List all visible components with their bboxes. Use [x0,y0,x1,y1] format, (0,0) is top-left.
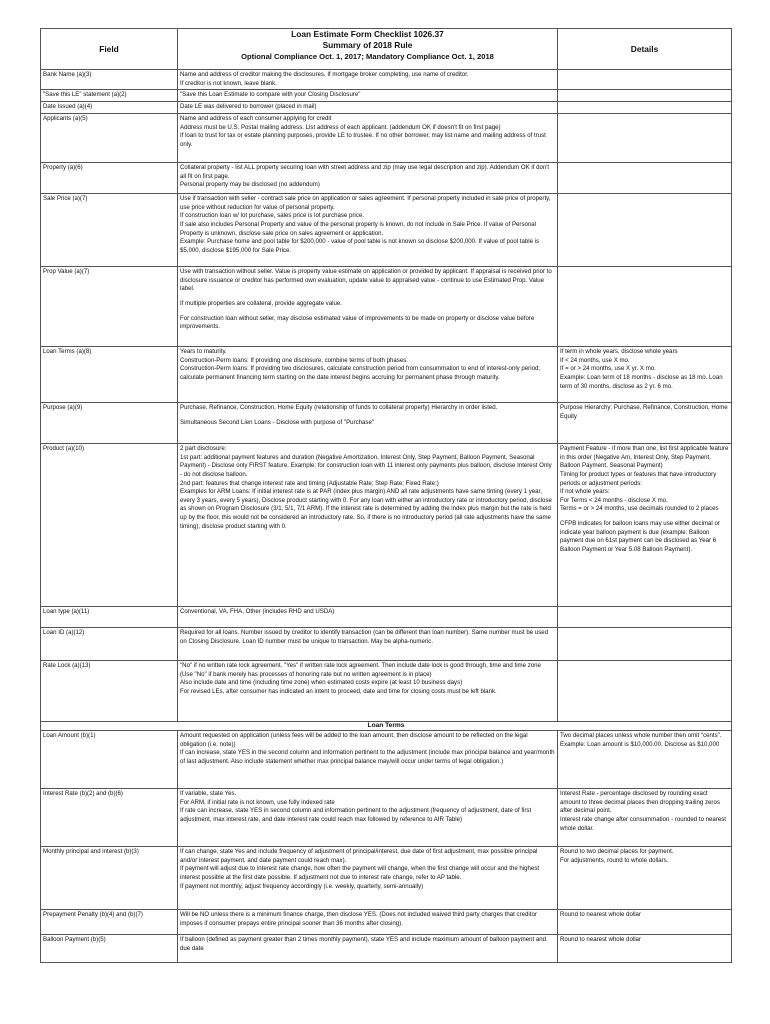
description-line: Use with transaction without seller. Value is property value estimate on application or provided by applicant. If appraisal is received prior to disclosure issuance or creditor has performed own evaluation, update value to appraised value - continue to use Estimated Prop. Value label. [180,268,552,293]
table-header [41,29,732,70]
table-row [41,847,732,910]
field-details [558,628,732,661]
field-details [558,70,732,90]
description-line: If creditor is not known, leave blank. [180,79,277,87]
field-name: Bank Name (a)(3) [41,70,178,90]
field-name: Product (a)(10) [41,444,178,607]
field-description [178,661,558,722]
description-line: Years to maturity. [180,348,227,356]
table-row [41,731,732,789]
table-row [41,628,732,661]
details-line: CFPB indicates for balloon loans may use either decimal or indicate year balloon payment is due (example: Balloon payment due on 61st payment can be disclosed as Year 6 Balloon Payment or Year 5.08 Balloon Payment). [560,519,720,553]
field-details [558,194,732,267]
description-line: Use if transaction with seller - contract sale price on application or sales agreement. If personal property included in sale price of property, use price without reduction for value of personal property. [180,195,551,211]
details-line: Round to two decimal places for payment. [560,848,674,856]
field-details [558,847,732,910]
field-details [558,90,732,102]
details-line: Example: Loan term of 18 months - disclose as 18 mo. Loan term of 30 months, disclose as 2 yr. 6 mo. [560,373,723,390]
field-details [558,444,732,607]
table-row [41,90,732,102]
details-line: Terms = or > 24 months, use decimals rounded to 2 places [560,505,719,513]
field-details [558,267,732,347]
description-line: Purchase, Refinance, Construction, Home Equity (relationship of funds to collateral property) Hierarchy in order listed. [180,404,498,412]
form-title: Loan Estimate Form Checklist 1026.37 [291,29,444,39]
description-line: If payment not monthly, adjust frequency accordingly (i.e. weekly, quarterly, semi-annually) [180,882,424,890]
description-line: For construction loan without seller, may disclose estimated value of improvements to be made on property or disclose value before improvements. [180,314,535,331]
field-details [558,910,732,935]
field-name: "Save this LE" statement (a)(2) [41,90,178,102]
details-line: Timing for product types or features that have introductory periods or adjustment periods: [560,470,717,487]
description-line: Collateral property - list ALL property securing loan with street address and zip (may use legal description and zip). Addendum OK if don't all fit on first page. [180,164,550,180]
table-row [41,70,732,90]
field-details [558,163,732,194]
field-details [558,403,732,444]
field-name: Loan Amount (b)(1) [41,731,178,789]
description-line: "Save this Loan Estimate to compare with your Closing Disclosure" [180,91,361,99]
description-line: If variable, state Yes. [180,790,237,798]
field-description [178,403,558,444]
field-details [558,102,732,114]
description-line: Date LE was delivered to borrower (placed in mail) [180,103,317,111]
field-name: Prop Value (a)(7) [41,267,178,347]
field-name: Prepayment Penalty (b)(4) and (b)(7) [41,910,178,935]
table-row [41,607,732,628]
description-line: For revised LEs, after consumer has indicated an intent to proceed, date and time for closing costs must be left blank. [180,687,497,695]
description-line: If rate can increase, state YES in second column and information pertinent to the adjustment (frequency of adjustment, date of first adjustment, max interest rate, and date interest rate could reach max followed by reference to AIR Table) [180,807,532,823]
field-name: Rate Lock (a)(13) [41,661,178,722]
details-line: For Terms < 24 months - disclose X mo. [560,496,668,504]
checklist-table [40,28,732,963]
description-line: Conventional, VA, FHA, Other (includes RHD and USDA) [180,608,335,616]
field-description [178,194,558,267]
table-row [41,789,732,847]
field-name: Interest Rate (b)(2) and (b)(6) [41,789,178,847]
description-line: Will be NO unless there is a minimum finance charge, then disclose YES. (Does not included waived third party charges that creditor imposes if consumer prepays entire principal sooner than 36 months after closing). [180,911,537,927]
form-subtitle: Summary of 2018 Rule [322,40,413,50]
field-description [178,90,558,102]
field-description [178,847,558,910]
header-field: Field [41,29,178,70]
field-description [178,910,558,935]
field-name: Monthly principal and interest (b)(3) [41,847,178,910]
description-line: If payment will adjust due to interest rate change, how often the payment will change, when the first change will occur and the highest interest possible at the first date possible. If adjustment not due to interest rate change, refer to AP table. [180,865,540,881]
details-line: Round to nearest whole dollar [560,936,641,944]
field-name: Date Issued (a)(4) [41,102,178,114]
field-details [558,661,732,722]
description-line: If multiple properties are collateral, provide aggregate value. [180,299,342,307]
section-row [41,722,732,731]
description-line: Name and address of creditor making the disclosures. If mortgage broker completing, use name of creditor. [180,71,469,78]
field-details [558,731,732,789]
field-name: Sale Price (a)(7) [41,194,178,267]
field-description [178,731,558,789]
compliance-dates: Optional Compliance Oct. 1, 2017; Mandatory Compliance Oct. 1, 2018 [241,52,494,61]
description-line: If can increase, state YES in the second column and information pertinent to the adjustment (include max principal balance and year/month of last adjustment. Also include statement whether max principal balance may/will occur under terms of legal obligation.) [180,749,555,765]
field-details [558,347,732,403]
table-row [41,661,732,722]
field-name: Loan Terms (a)(8) [41,347,178,403]
description-line: Examples for ARM Loans: If initial interest rate is at PAR (index plus margin) AND all rate adjustments have same timing (every 1 year, every 3 years, every 5 years), Disclose product starting with 0. For any loan with either an introductory rate or introductory period, disclose as shown on Program Disclosure (3/1, 5/1, 7/1 ARM). If the interest rate is determined by adding the index plus margin but the rate is held up by the floor, this would not be considered an introductory rate. So, if there is no introductory period (all rate adjustments have the same timing), disclose product starting with 0. [180,488,552,530]
description-line: If loan to trust for tax or estate planning purposes, provide LE to trustee. If no other borrower, may list name and mailing address of trust only. [180,132,546,148]
description-line: 1st part: additional payment features and duration (Negative Amortization, Interest Only, Step Payment, Balloon Payment, Seasonal Payment) - Disclose only FIRST feature. Example: for construction loan with 11 interest only payments plus balloon, disclose Interest Only - do not disclose balloon. [180,453,552,478]
description-line: If construction loan w/ lot purchase, sales price is lot purchase price. [180,212,364,220]
details-line: Round to nearest whole dollar [560,911,641,919]
description-line: Required for all loans. Number issued by creditor to identify transaction (can be different than loan number). Same number must be used on Closing Disclosure. Loan ID number must be unique to transaction. May be alpha-numeric. [180,629,549,645]
details-line: Interest Rate - percentage disclosed by rounding exact amount to three decimal places then dropping trailing zeros after decimal point. [560,790,720,815]
description-line: Construction-Perm loans: If providing one disclosure, combine terms of both phases. [180,356,408,364]
description-line: 2nd part: features that change interest rate and timing (Adjustable Rate; Step Rate; Fixed Rate;) [180,479,439,487]
field-name: Loan type (a)(11) [41,607,178,628]
field-name: Property (a)(6) [41,163,178,194]
table-row [41,194,732,267]
description-line: Name and address of each consumer applying for credit [180,115,332,123]
field-description [178,347,558,403]
field-description [178,114,558,163]
description-line: Address must be U.S. Postal mailing address. List address of each applicant. (addendum OK if doesn't fit on first page) [180,123,501,131]
details-line: If not whole years: [560,488,610,496]
table-row [41,935,732,963]
description-line: For ARM, if initial rate is not known, use fully indexed rate [180,798,335,806]
field-description [178,163,558,194]
details-line: For adjustments, round to whole dollars. [560,856,669,864]
table-row [41,403,732,444]
table-row [41,444,732,607]
table-row [41,114,732,163]
table-row [41,267,732,347]
field-details [558,935,732,963]
checklist-page [40,28,731,963]
field-description [178,267,558,347]
details-line: Payment Feature - if more than one, list first applicable feature in this order (Negative Am, Interest Only, Step Payment, Balloon Payment, Seasonal Payment) [560,445,729,470]
field-details [558,789,732,847]
description-line: If sale also includes Personal Property and value of the personal property is known, do not include in Sale Price. If value of Personal Property is unknown, disclose sale price on sales agreement or application. [180,220,537,237]
field-description [178,444,558,607]
description-line: Simultaneous Second Lien Loans - Disclose with purpose of "Purchase" [180,418,375,426]
description-line: Amount requested on application (unless fees will be added to the loan amount, then disclose amount to be reflected on the legal obligation (i.e. note)) [180,732,528,748]
field-name: Applicants (a)(5) [41,114,178,163]
table-row [41,910,732,935]
description-line: "No" if no written rate lock agreement. "Yes" if written rate lock agreement. Then include date lock is good through, time and time zone (Use "No" if bank merely has processes of honoring rate but no written agreement is in place) [180,662,541,678]
details-line: Example: Loan amount is $10,000.00. Disclose as $10,000 [560,740,720,748]
details-line: If = or > 24 months, use X yr. X mo. [560,365,656,373]
field-name: Loan ID (a)(12) [41,628,178,661]
details-line: If < 24 months, use X mo. [560,356,630,364]
details-line: If term in whole years, disclose whole years [560,348,678,356]
field-description [178,102,558,114]
header-details: Details [558,29,732,70]
field-description [178,70,558,90]
table-row [41,163,732,194]
description-line: 2 part disclosure: [180,445,227,453]
field-details [558,114,732,163]
description-line: If balloon (defined as payment greater than 2 times monthly payment), state YES and include maximum amount of balloon payment and due date [180,936,547,952]
description-line: Construction-Perm loans: If providing two disclosures, calculate construction period from consummation to end of interest-only period; calculate permanent financing term starting on the date interest begins accruing for permanent phase through maturity. [180,365,541,381]
details-line: Interest rate change after consummation - rounded to nearest whole dollar. [560,815,726,832]
description-line: If can change, state Yes and include frequency of adjustment of principal/interest, due date of first adjustment, max possible principal and/or interest payment, and date payment could reach max). [180,848,538,864]
section-title: Loan Terms [41,722,732,731]
field-description [178,789,558,847]
field-description [178,607,558,628]
field-name: Balloon Payment (b)(5) [41,935,178,963]
table-row [41,102,732,114]
description-line: Also include date and time (including time zone) when estimated costs expire (at least 10 business days) [180,679,463,687]
details-line: Two decimal places unless whole number then omit "cents". [560,732,722,740]
field-description [178,628,558,661]
field-details [558,607,732,628]
details-line: Purpose Hierarchy: Purchase, Refinance, Construction, Home Equity [560,404,728,420]
description-line: Example: Purchase home and pool table for $200,000 - value of pool table is not known so disclose $200,000. If value of pool table is $5,000, disclose $195,000 for Sale Price. [180,238,540,254]
field-description [178,935,558,963]
field-name: Purpose (a)(9) [41,403,178,444]
header-title-cell [178,29,558,70]
table-row [41,347,732,403]
description-line: Personal property may be disclosed (no addendum) [180,181,320,189]
